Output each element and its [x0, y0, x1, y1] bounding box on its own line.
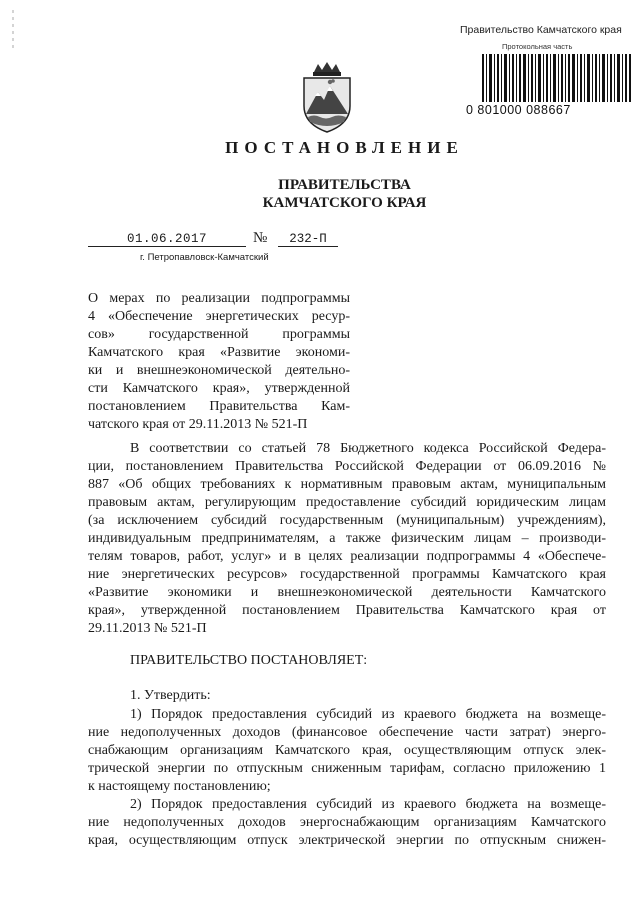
barcode-icon: [482, 54, 632, 102]
text-line: ние недополученных доходов энергоснабжающим организациям Камчатского: [88, 815, 606, 830]
text-line: 29.11.2013 № 521-П: [88, 621, 207, 636]
heading-line: 4 «Обеспечение энергетических ресур-: [88, 309, 350, 324]
heading-line: сов» государственной программы: [88, 327, 350, 342]
heading-line: О мерах по реализации подпрограммы: [88, 291, 350, 306]
preamble-paragraph: [88, 440, 606, 638]
text-line: ние недополученных доходов (финансовое обеспечение части затрат) энерго-: [88, 725, 606, 740]
barcode-digits: 0 801000 088667: [466, 103, 571, 117]
text-line: телям товаров, работ, услуг» и в целях реализации подпрограммы 4 «Обеспече-: [88, 549, 606, 564]
item-1-1-paragraph: [88, 706, 606, 796]
text-line: трической энергии по отпускным сниженным тарифам, согласно приложению 1: [88, 761, 606, 776]
text-line: 1) Порядок предоставления субсидий из краевого бюджета на возмеще-: [130, 707, 606, 722]
item-1-2-paragraph: [88, 796, 606, 850]
number-sign: №: [253, 230, 268, 246]
heading-line: чатского края от 29.11.2013 № 521-П: [88, 417, 308, 432]
text-line: (за исключением субсидий государственным (муниципальным) учреждениям),: [88, 513, 606, 528]
text-line: правовым актам, регулирующим предоставление субсидий юридическим лицам: [88, 495, 606, 510]
text-line: снабжающим организациям Камчатского края, осуществляющим отпуск элек-: [88, 743, 606, 758]
issuer-line-1: ПРАВИТЕЛЬСТВА: [278, 177, 411, 193]
registration-stamp: [446, 20, 636, 120]
text-line: В соответствии со статьей 78 Бюджетного кодекса Российской Федера-: [130, 441, 606, 456]
stamp-organization: Правительство Камчатского края: [460, 24, 622, 36]
item-1-label: 1. Утвердить:: [130, 688, 211, 703]
coat-of-arms-icon: [300, 62, 354, 134]
text-line: ции, постановлением Правительства Российской Федерации от 06.09.2016 №: [88, 459, 606, 474]
scan-corner-mark: [8, 10, 18, 50]
place-of-issue: г. Петропавловск-Камчатский: [140, 252, 269, 263]
text-line: 2) Порядок предоставления субсидий из краевого бюджета на возмеще-: [130, 797, 606, 812]
text-line: к настоящему постановлению;: [88, 779, 271, 794]
heading-line: Камчатского края «Развитие экономи-: [88, 345, 350, 360]
document-number: 232-П: [278, 232, 338, 247]
resolution-heading: ПРАВИТЕЛЬСТВО ПОСТАНОВЛЯЕТ:: [130, 653, 368, 668]
issuer-line-2: КАМЧАТСКОГО КРАЯ: [262, 195, 427, 211]
heading-line: постановлением Правительства Кам-: [88, 399, 350, 414]
text-line: ние энергетических ресурсов» государственной программы Камчатского края: [88, 567, 606, 582]
document-heading: [88, 290, 350, 434]
stamp-subtitle: Протокольная часть: [502, 42, 573, 51]
heading-line: ки и внешнеэкономической деятельно-: [88, 363, 350, 378]
text-line: индивидуальным предпринимателям, а также физическим лицам – производи-: [88, 531, 606, 546]
heading-line: сти Камчатского края», утвержденной: [88, 381, 350, 396]
text-line: края», утвержденной постановлением Правительства Камчатского края от: [88, 603, 606, 618]
document-title: ПОСТАНОВЛЕНИЕ: [225, 138, 464, 157]
text-line: 887 «Об общих требованиях к нормативным правовым актам, муниципальным: [88, 477, 606, 492]
document-date: 01.06.2017: [88, 232, 246, 247]
text-line: края, осуществляющим отпуск электрической энергии по отпускным снижен-: [88, 833, 606, 848]
text-line: «Развитие экономики и внешнеэкономической деятельности Камчатского: [88, 585, 606, 600]
